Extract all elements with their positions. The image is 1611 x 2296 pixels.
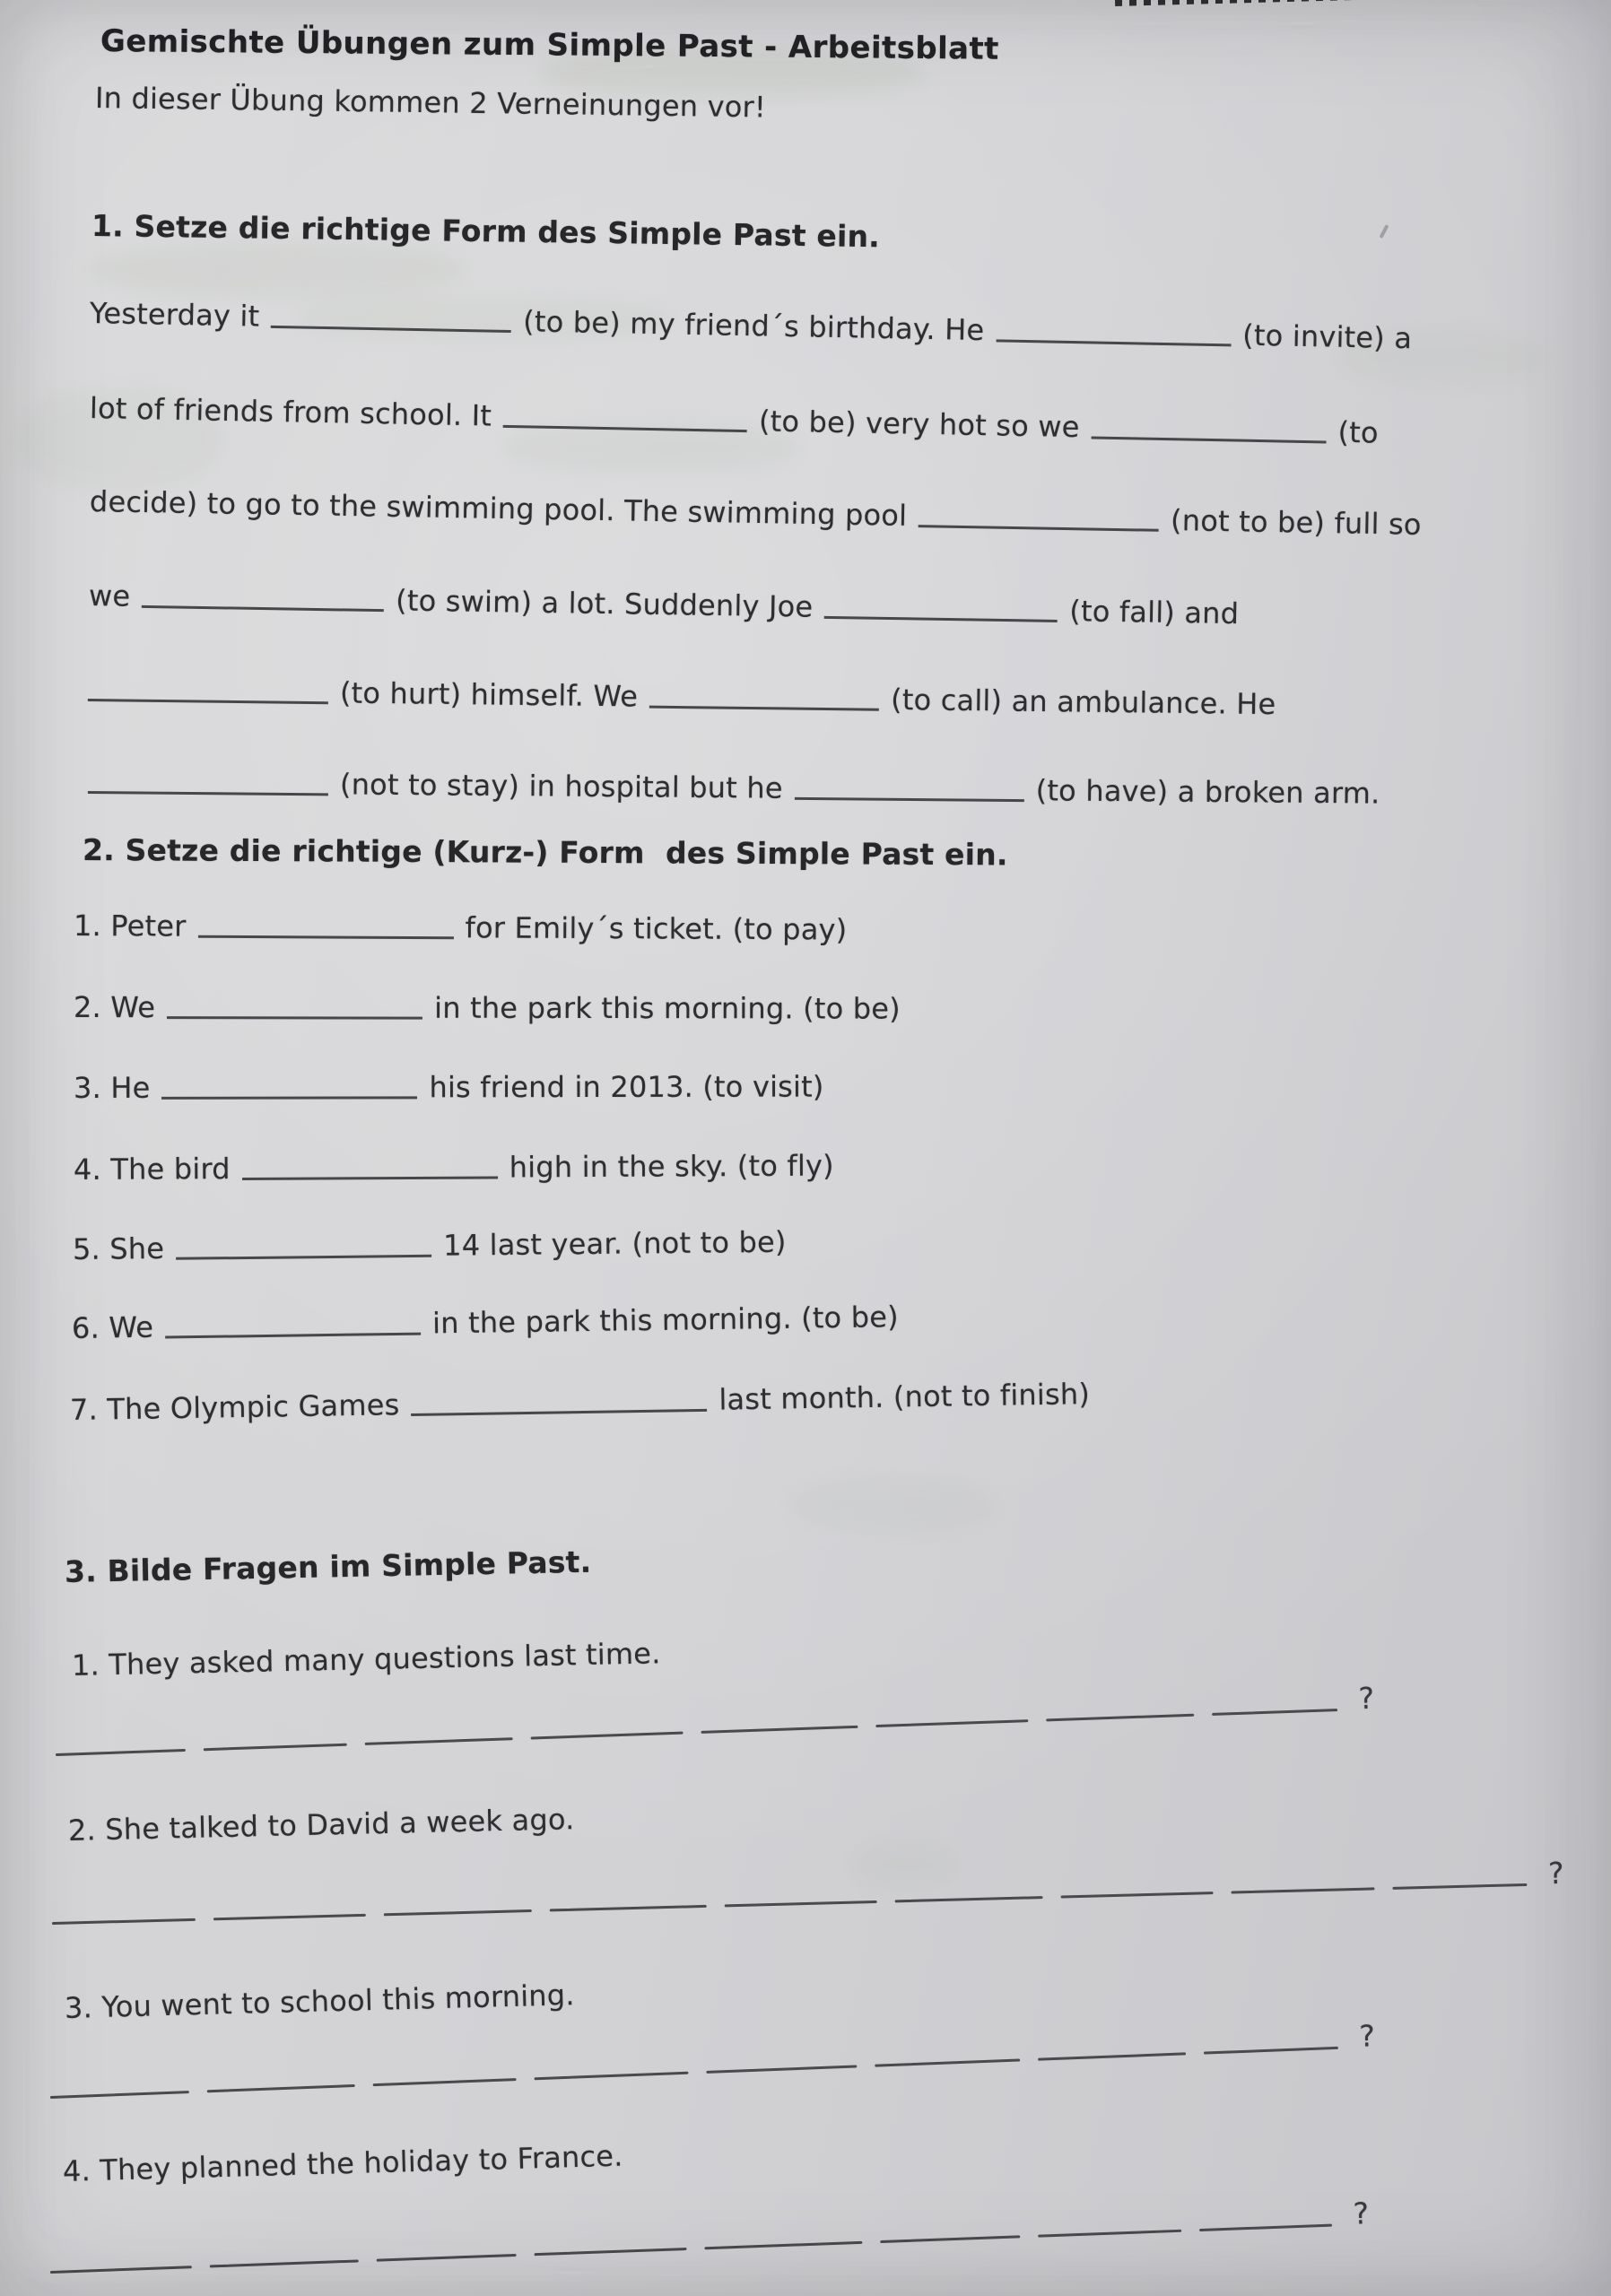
exercise2-item xyxy=(74,909,848,947)
sentence-text: Yesterday it xyxy=(89,296,260,334)
fill-in-blank[interactable] xyxy=(503,404,747,432)
sentence-text: (to invite) a xyxy=(1241,317,1413,356)
answer-line[interactable] xyxy=(54,1669,1374,1756)
exercise3-question: 4. They planned the holiday to France. xyxy=(62,2138,624,2188)
sentence-text: 2. We xyxy=(73,990,156,1025)
sentence-text: (to swim) a lot. Suddenly Joe xyxy=(395,583,814,624)
answer-line[interactable] xyxy=(51,1844,1564,1925)
answer-line-segment[interactable] xyxy=(534,2072,688,2081)
answer-line-segment[interactable] xyxy=(725,1900,877,1907)
question-mark: ? xyxy=(1352,2196,1370,2231)
exercise2-heading: 2. Setze die richtige (Kurz-) Form des Simple Past ein. xyxy=(82,832,1008,873)
answer-line-segment[interactable] xyxy=(1038,2052,1186,2060)
fill-in-blank[interactable] xyxy=(161,1074,417,1099)
exercise2-item xyxy=(72,1300,899,1345)
exercise3-question: 1. They asked many questions last time. xyxy=(71,1636,661,1683)
answer-line-segment[interactable] xyxy=(207,2084,355,2092)
sentence-text: for Emily´s ticket. (to pay) xyxy=(465,910,848,947)
fill-in-blank[interactable] xyxy=(167,995,422,1019)
answer-line-segment[interactable] xyxy=(1061,1892,1214,1898)
answer-line-segment[interactable] xyxy=(875,1719,1028,1727)
fill-in-blank[interactable] xyxy=(1091,414,1326,443)
sentence-text: decide) to go to the swimming pool. The swimming pool xyxy=(89,484,908,533)
answer-line-segment[interactable] xyxy=(50,2091,189,2099)
exercise2-item xyxy=(73,1225,787,1266)
sentence-text: (not to stay) in hospital but he xyxy=(339,767,783,805)
exercise2-item xyxy=(74,1070,824,1105)
fill-in-blank[interactable] xyxy=(824,595,1058,622)
bleed-through-mark xyxy=(90,240,466,300)
worksheet-title: Gemischte Übungen zum Simple Past - Arbeitsblatt xyxy=(100,23,999,67)
sentence-text: (to fall) and xyxy=(1069,594,1240,631)
fill-in-blank[interactable] xyxy=(919,503,1159,532)
sentence-text: 7. The Olympic Games xyxy=(69,1387,400,1427)
fill-in-blank[interactable] xyxy=(197,914,453,939)
sentence-text: (to xyxy=(1337,414,1380,450)
sentence-text: (to be) very hot so we xyxy=(758,404,1080,445)
sentence-text: (not to be) full so xyxy=(1170,503,1422,542)
exercise2-item xyxy=(74,1149,834,1187)
bleed-through-mark xyxy=(789,1475,996,1535)
answer-line-segment[interactable] xyxy=(704,2241,862,2249)
fill-in-blank[interactable] xyxy=(242,1155,498,1180)
question-mark: ? xyxy=(1358,2018,1376,2054)
sentence-text: 3. He xyxy=(73,1070,151,1105)
answer-line-segment[interactable] xyxy=(880,2235,1020,2243)
answer-line-segment[interactable] xyxy=(373,2078,517,2086)
answer-line[interactable] xyxy=(48,2184,1369,2274)
exercise3-question: 2. She talked to David a week ago. xyxy=(67,1802,575,1848)
answer-line-segment[interactable] xyxy=(384,1909,532,1916)
answer-line[interactable] xyxy=(48,2006,1375,2099)
answer-line-segment[interactable] xyxy=(1392,1883,1527,1890)
sentence-text: high in the sky. (to fly) xyxy=(509,1148,834,1185)
sentence-text: 4. The bird xyxy=(73,1152,231,1187)
answer-line-segment[interactable] xyxy=(1046,1714,1194,1722)
exercise1-heading: 1. Setze die richtige Form des Simple Past ein. xyxy=(91,208,881,255)
answer-line-segment[interactable] xyxy=(535,2248,687,2256)
sentence-text: (to be) my friend´s birthday. He xyxy=(522,304,985,348)
name-dotted-line[interactable] xyxy=(1115,0,1511,6)
question-mark: ? xyxy=(1357,1680,1375,1717)
sentence-text: 1. Peter xyxy=(73,909,187,944)
answer-line-segment[interactable] xyxy=(531,1732,684,1740)
fill-in-blank[interactable] xyxy=(165,1311,421,1339)
answer-line-segment[interactable] xyxy=(52,1918,196,1925)
answer-line-segment[interactable] xyxy=(895,1896,1043,1902)
exercise2-item xyxy=(70,1377,1091,1427)
answer-line-segment[interactable] xyxy=(1204,2047,1338,2055)
pen-mark xyxy=(1379,224,1389,239)
sentence-text: in the park this morning. (to be) xyxy=(431,1300,900,1341)
sentence-text: 6. We xyxy=(71,1309,154,1345)
answer-line-segment[interactable] xyxy=(210,2259,359,2267)
worksheet-subtitle: In dieser Übung kommen 2 Verneinungen vor! xyxy=(94,81,767,125)
fill-in-blank[interactable] xyxy=(795,776,1024,802)
answer-line-segment[interactable] xyxy=(875,2058,1020,2066)
exercise1-line xyxy=(88,765,1380,811)
answer-line-segment[interactable] xyxy=(1231,1887,1374,1893)
sentence-text: in the park this morning. (to be) xyxy=(434,990,901,1026)
answer-line-segment[interactable] xyxy=(1038,2230,1181,2238)
answer-line-segment[interactable] xyxy=(550,1905,707,1912)
answer-line-segment[interactable] xyxy=(213,1914,366,1920)
sentence-text: 5. She xyxy=(72,1231,165,1266)
exercise3-question: 3. You went to school this morning. xyxy=(64,1978,576,2025)
fill-in-blank[interactable] xyxy=(996,317,1231,346)
answer-line-segment[interactable] xyxy=(377,2254,517,2262)
answer-line-segment[interactable] xyxy=(706,2065,857,2073)
sentence-text: we xyxy=(88,578,131,613)
answer-line-segment[interactable] xyxy=(56,1749,186,1756)
sentence-text: lot of friends from school. It xyxy=(89,391,492,433)
exercise1-line xyxy=(88,673,1276,721)
answer-line-segment[interactable] xyxy=(365,1737,513,1745)
sentence-text: 14 last year. (not to be) xyxy=(442,1224,787,1263)
fill-in-blank[interactable] xyxy=(142,584,384,612)
answer-line-segment[interactable] xyxy=(701,1726,858,1734)
sentence-text: (to hurt) himself. We xyxy=(339,675,639,714)
exercise1-line xyxy=(90,391,1379,450)
fill-in-blank[interactable] xyxy=(176,1233,431,1260)
answer-line-segment[interactable] xyxy=(1212,1709,1337,1716)
exercise1-line xyxy=(89,578,1240,631)
fill-in-blank[interactable] xyxy=(271,304,511,333)
fill-in-blank[interactable] xyxy=(411,1387,707,1416)
exercise1-line xyxy=(90,484,1422,542)
fill-in-blank[interactable] xyxy=(649,684,879,711)
sentence-text: (to have) a broken arm. xyxy=(1035,773,1380,811)
fill-in-blank[interactable] xyxy=(88,770,328,796)
question-mark: ? xyxy=(1547,1855,1565,1892)
exercise1-line xyxy=(90,296,1413,355)
sentence-text: his friend in 2013. (to visit) xyxy=(429,1069,824,1105)
answer-line-segment[interactable] xyxy=(1199,2224,1332,2231)
sentence-text: last month. (not to finish) xyxy=(718,1377,1091,1417)
exercise2-item xyxy=(74,990,901,1026)
exercise3-heading: 3. Bilde Fragen im Simple Past. xyxy=(64,1544,592,1589)
sentence-text: (to call) an ambulance. He xyxy=(890,682,1276,722)
answer-line-segment[interactable] xyxy=(50,2266,192,2274)
answer-line-segment[interactable] xyxy=(204,1744,347,1752)
fill-in-blank[interactable] xyxy=(88,677,328,704)
